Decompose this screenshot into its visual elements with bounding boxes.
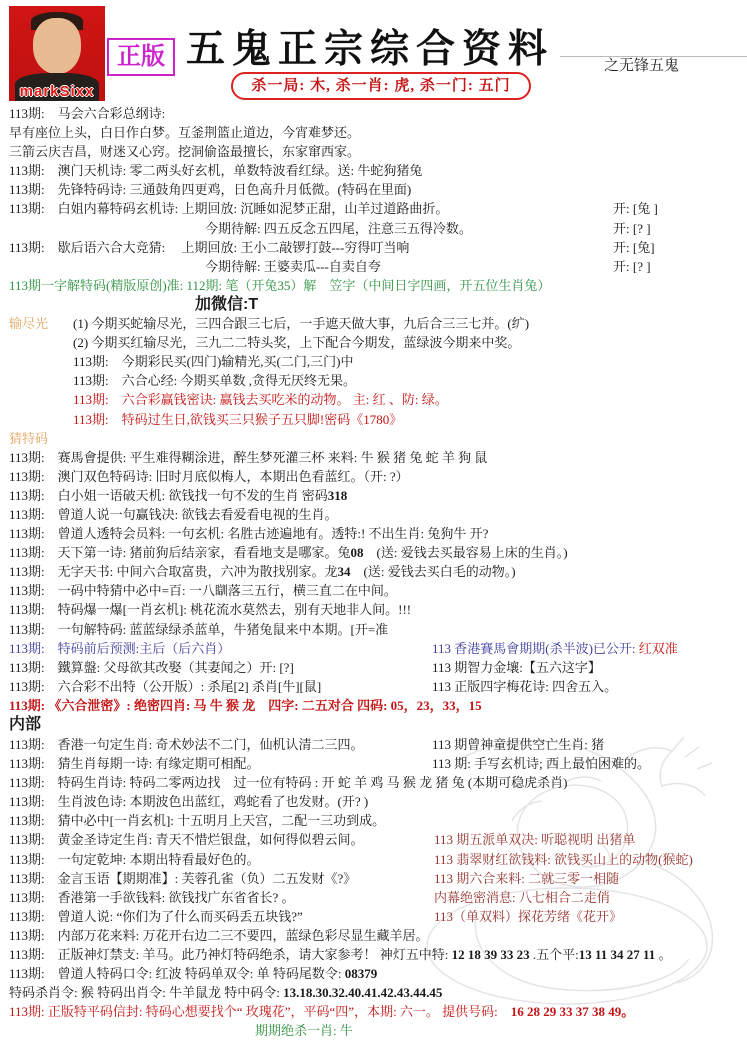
doc-line xyxy=(0,410,747,429)
text-segment: 113期: 澳门天机诗: 零二两头好玄机，单数特波看红绿。送: 牛蛇狗猪兔 xyxy=(9,163,423,179)
right-column-text xyxy=(613,219,651,238)
doc-line xyxy=(0,161,747,180)
text-segment: 开: [? ] xyxy=(613,258,651,274)
text-segment: 期期绝杀一肖: 牛 xyxy=(255,1023,353,1039)
text-segment: 今期待解: 王婆卖瓜---自卖自夸 xyxy=(205,258,381,274)
text-segment: 113期: 先锋特码诗: 三通鼓角四更鸡，日色高升月低微。(特码在里面) xyxy=(9,182,412,198)
photo-face xyxy=(33,18,81,74)
doc-line xyxy=(0,371,747,390)
doc-line xyxy=(0,467,747,486)
doc-line xyxy=(0,238,747,257)
doc-line xyxy=(0,142,747,161)
text-segment: 113 期智力金壤:【五六这字】 xyxy=(432,659,601,675)
doc-line xyxy=(0,543,747,562)
text-segment: 113期: 马会六合彩总纲诗: xyxy=(9,106,166,121)
text-segment: 113期: 香港一句定生肖: 奇术妙法不二门，仙机认清二三四。 xyxy=(9,737,364,752)
text-segment: 113期: 无字天书: 中间六合取富贵，六冲为散找别家。龙 xyxy=(9,564,338,580)
doc-line xyxy=(0,1021,747,1040)
text-segment: (送: 爱钱去买白毛的动物。) xyxy=(350,564,516,580)
text-segment: 113期: 歇后语六合大竞猜: 上期回放: 王小二敲锣打鼓---穷得叮当响 xyxy=(9,239,410,255)
right-column-text xyxy=(434,850,693,869)
text-segment: 113期: 特码前后预测:主后（后六肖） xyxy=(9,640,231,656)
text-segment: 113期: 今期彩民买(四门)输精光,买(二门,三门)中 xyxy=(73,354,354,370)
text-segment: 13.18.30.32.40.41.42.43.44.45 xyxy=(283,985,443,1001)
doc-line xyxy=(0,1002,747,1021)
text-segment: 113 期六合来料: 二就三零一相随 xyxy=(434,870,620,886)
text-segment: 113期: 特码爆一爆[一肖玄机]: 桃花流水莫然去，别有天地非人间。!!! xyxy=(9,602,412,618)
right-column-text xyxy=(434,907,622,926)
text-segment: 08379 xyxy=(344,966,378,982)
doc-line xyxy=(0,486,747,505)
page-title: 五鬼正宗综合资料 xyxy=(186,28,555,71)
text-segment: 113期: 曾道人特码口令: 红波 特码单双令: 单 特码尾数令: xyxy=(9,966,345,982)
text-segment: (1) 今期买蛇输尽光，三四合跟三七后，一手遮天做大事，九后合三三七并。(纩) xyxy=(73,316,530,332)
text-segment: 113期: 澳门双色特码诗: 旧时月底似梅人，本期出色看蓝红。（开: ?） xyxy=(9,468,409,484)
text-segment: 开: [兔] xyxy=(613,239,655,255)
text-segment: 113期: 香港第一手欲钱料: 欲钱找广东省省长? 。 xyxy=(9,889,295,905)
text-segment: (送: 爱钱去买最容易上床的生肖。) xyxy=(363,545,568,561)
doc-line xyxy=(0,581,747,600)
text-segment: (2) 今期买红输尽光，三九二二特头奖，上下配合今期发，蓝绿波今期来中奖。 xyxy=(73,335,521,351)
doc-line xyxy=(0,869,747,888)
text-segment: 今期待解: 四五反念五四尾，注意三五得冷数。 xyxy=(205,220,472,236)
doc-line xyxy=(0,524,747,543)
text-segment: 113期: 内部万花来料: 万花开右边二三不要四，蓝绿色彩尽显生藏羊居。 xyxy=(9,927,429,943)
text-segment: 开: [? ] xyxy=(613,220,651,236)
doc-line xyxy=(0,429,747,448)
right-column-text xyxy=(434,869,619,888)
doc-line xyxy=(0,390,747,409)
right-column-text xyxy=(613,257,651,276)
text-segment: 113期一字解特码(精版原创)准: 112期: 笔（开兔35）解 笠字（中间日字四画，开五位生肖兔） xyxy=(9,277,551,293)
text-segment: 113 期曾神童提供空亡生肖: 猪 xyxy=(432,737,605,752)
doc-line xyxy=(0,276,747,295)
text-segment: 113期: 曾道人说: “你们为了什么而买码丢五块钱?” xyxy=(9,908,303,924)
text-segment: 内部 xyxy=(9,716,42,733)
right-column-text xyxy=(432,639,678,658)
text-segment: 13 11 34 27 11 xyxy=(578,947,656,963)
text-segment: 113期: 曾道人说一句赢钱决: 欲钱去看爱看电视的生肖。 xyxy=(9,506,338,522)
doc-line xyxy=(0,658,747,677)
doc-line xyxy=(0,907,747,926)
text-segment: 113期: 六合彩赢钱密诀: 赢钱去买吃米的动物。 主: 红 、防: 绿。 xyxy=(73,392,448,408)
right-column-text xyxy=(432,735,604,754)
text-segment: 113 翡翠财红欲钱料: 欲钱买山上的动物(猴蛇) xyxy=(434,851,693,867)
text-segment: 113期: 猜中必中[一肖玄机]: 十五明月上天宫，二配一三功到成。 xyxy=(9,813,386,829)
doc-line xyxy=(0,964,747,983)
right-column-text xyxy=(432,677,617,696)
text-segment: 113期: 一句解特码: 蓝蓝绿绿杀蓝单，牛猪兔鼠来中本期。[开=准 xyxy=(9,621,389,637)
doc-line xyxy=(0,715,747,735)
text-segment: 113 香港賽馬會期期(杀半波)已公开: xyxy=(432,640,639,656)
doc-line xyxy=(0,600,747,619)
text-segment: 113期: 生肖波色诗: 本期波色出蓝红，鸡蛇看了也发财。(开? ) xyxy=(9,794,369,810)
text-segment: 内幕绝密消息: 八七相合二走俏 xyxy=(434,889,610,905)
doc-line xyxy=(0,505,747,524)
doc-line xyxy=(0,352,747,371)
doc-line xyxy=(0,983,747,1002)
text-segment: 113期: 黄金圣诗定生肖: 青天不惜烂银盘，如何得似碧云间。 xyxy=(9,832,364,848)
text-segment: 113期: 六合彩不出特（公开版）: 杀尾[2] 杀肖[牛][鼠] xyxy=(9,678,322,694)
text-segment: 113期: 特码生肖诗: 特码二零两边找 过一位有特码 : 开 蛇 羊 鸡 马 猴 龙 猪 兔 (本期可稳虎杀肖) xyxy=(9,775,568,791)
right-column-text xyxy=(434,830,635,849)
text-segment: 开: [兔 ] xyxy=(613,201,658,217)
doc-line xyxy=(0,180,747,199)
doc-line xyxy=(0,333,747,352)
text-segment: 113期: 《六合泄密》: 绝密四肖: 马 牛 猴 龙 四字: 二五对合 四码: 05，23，33，15 xyxy=(9,697,482,713)
section-label: 输尽光 xyxy=(9,316,49,332)
doc-line xyxy=(0,104,747,123)
doc-line xyxy=(0,773,747,792)
doc-line xyxy=(0,199,747,218)
text-segment: 113期: 正版特平码信封: 特码心想要找个“ 玫瑰花”，平码“四”，本期: 六一。 提供号码: xyxy=(9,1004,511,1020)
text-segment: 三箭云庆吉昌，财迷又心窍。挖洞偷盗最擅长，东家窜西家。 xyxy=(9,144,361,160)
doc-line xyxy=(0,850,747,869)
text-segment: 16 28 29 33 37 38 49。 xyxy=(510,1004,635,1020)
doc-line xyxy=(0,257,747,276)
text-segment: 113期: 一句定乾坤: 本期出特看最好色的。 xyxy=(9,851,260,867)
right-column-text xyxy=(613,199,658,218)
text-segment: 特码杀肖令: 猴 特码出肖令: 牛羊鼠龙 特中码令: xyxy=(9,985,284,1001)
doc-line xyxy=(0,754,747,773)
text-segment: .五个平: xyxy=(529,947,579,963)
text-segment: 12 18 39 33 23 xyxy=(451,947,530,963)
right-column-text xyxy=(613,238,655,257)
text-segment: 113 期: 手写玄机诗; 西上最怕困难的。 xyxy=(432,756,650,772)
doc-line xyxy=(0,696,747,715)
doc-line xyxy=(0,562,747,581)
text-segment: 113期: 白姐内幕特码玄机诗: 上期回放: 沉睡如泥梦正甜，山羊过道路曲折。 xyxy=(9,201,449,217)
genuine-badge: 正版 xyxy=(107,38,175,76)
text-segment: 113 正版四字梅花诗: 四舍五入。 xyxy=(432,678,618,694)
document-body xyxy=(0,104,747,1041)
text-segment: 113期: 白小姐一语破天机: 欲钱找一句不发的生肖 密码 xyxy=(9,487,328,503)
doc-line xyxy=(0,830,747,849)
doc-line xyxy=(0,448,747,467)
text-segment: 113期: 曾道人透特会员料: 一句玄机: 名胜古迹遍地有。透特:! 不出生肖: 兔狗牛 开? xyxy=(9,526,489,542)
text-segment: 113期: 鐵算盤: 父母欲其改娶（其妻闻之）开: [?] xyxy=(9,659,294,675)
text-segment: 113期: 一码中特猜中必中=百: 一八瞓落三五行，横三直二在中间。 xyxy=(9,583,397,599)
text-segment: 猜特码 xyxy=(9,430,49,446)
doc-line xyxy=(0,314,747,333)
marksix-logo: markSixx xyxy=(19,83,95,100)
text-segment: 34 xyxy=(337,564,351,580)
kill-summary-box: 杀一局: 木, 杀一肖: 虎, 杀一门: 五门 xyxy=(231,72,531,100)
doc-line xyxy=(0,735,747,754)
text-segment: 113 期五派单双决: 听聪视明 出猪单 xyxy=(434,832,636,848)
doc-line xyxy=(0,945,747,964)
text-segment: 。 xyxy=(655,947,672,963)
text-segment: 113期: 六合心经: 今期买单数 ,贪得无厌终无果。 xyxy=(73,373,356,389)
doc-line xyxy=(0,926,747,945)
text-segment: 113期: 天下第一诗: 猪前狗后结亲家，看看地支是哪家。兔 xyxy=(9,545,351,561)
text-segment: 113期: 赛馬會提供: 平生难得糊涂进，醉生梦死灌三杯 来料: 牛 猴 猪 兔 蛇 羊 狗 鼠 xyxy=(9,449,488,465)
right-column-text xyxy=(432,754,650,773)
text-segment: 113期: 猜生肖每期一诗: 有缘定期可相配。 xyxy=(9,756,260,772)
doc-line xyxy=(0,295,747,314)
right-column-text xyxy=(432,658,601,677)
doc-line xyxy=(0,620,747,639)
doc-line xyxy=(0,888,747,907)
right-column-text xyxy=(434,888,610,907)
text-segment: 红双准 xyxy=(638,640,678,656)
text-segment: 08 xyxy=(350,545,364,561)
doc-line xyxy=(0,811,747,830)
text-segment: 113期: 特码过生日,欲钱买三只猴子五只脚!密码《1780》 xyxy=(73,411,403,427)
doc-line xyxy=(0,123,747,142)
text-segment: 早有座位上头，白日作白梦。互釜荆篮止道边，今宵难梦还。 xyxy=(9,125,361,141)
text-segment: 加微信:T xyxy=(195,295,259,313)
text-segment: 113期: 金言玉语【期期准】: 芙蓉孔雀（负）二五发财《?》 xyxy=(9,870,357,886)
doc-line xyxy=(0,219,747,238)
text-segment: 318 xyxy=(327,487,348,503)
header xyxy=(0,0,747,103)
page-subtitle: 之无锋五鬼 xyxy=(604,58,680,74)
tipster-photo xyxy=(9,6,105,101)
text-segment: 113（单双料）探花芳绪《花开》 xyxy=(434,908,623,924)
text-segment: 113期: 正版神灯禁支: 羊马。此乃神灯特码绝杀，请大家参考！ 神灯五中特: xyxy=(9,947,452,963)
doc-line xyxy=(0,792,747,811)
doc-line xyxy=(0,639,747,658)
doc-line xyxy=(0,677,747,696)
